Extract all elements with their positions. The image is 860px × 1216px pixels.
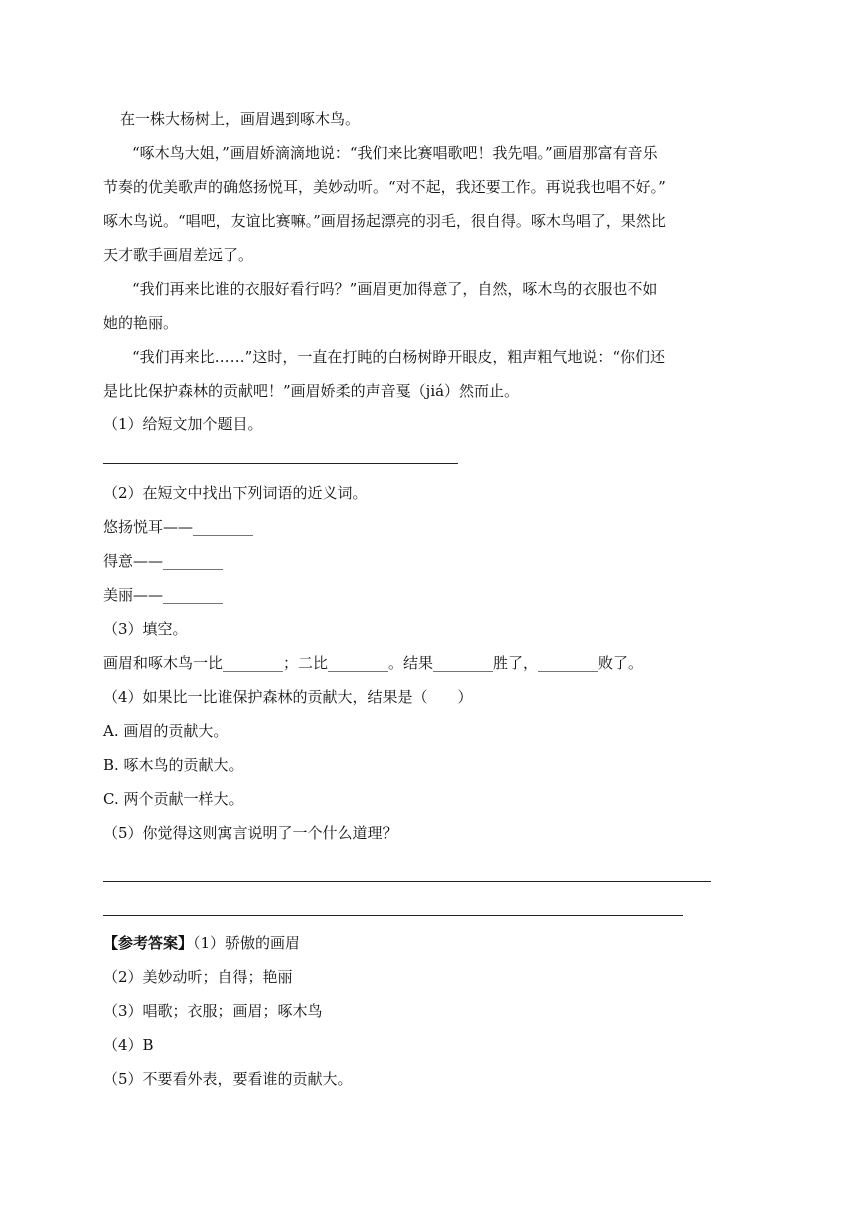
passage-paragraph-2-line-4: 天才歌手画眉差远了。: [103, 246, 254, 264]
passage-paragraph-3-line-1: “我们再来比谁的衣服好看行吗？”画眉更加得意了，自然，啄木鸟的衣服也不如: [132, 280, 658, 298]
passage-paragraph-4-line-2: 是比比保护森林的贡献吧！”画眉娇柔的声音戛（jiá）然而止。: [103, 382, 520, 400]
q4-option-a: A. 画眉的贡献大。: [103, 722, 229, 740]
question-5: （5）你觉得这则寓言说明了一个什么道理？: [103, 824, 398, 842]
question-4: （4）如果比一比谁保护森林的贡献大，结果是（ ）: [103, 688, 473, 706]
answer-line-q5-2: [103, 915, 683, 916]
question-3: （3）填空。: [103, 620, 188, 638]
passage-paragraph-2-line-1: “啄木鸟大姐，”画眉娇滴滴地说：“我们来比赛唱歌吧！我先唱。”画眉那富有音乐: [132, 144, 658, 162]
answer-2: （2）美妙动听；自得；艳丽: [103, 968, 293, 986]
answer-line-q5-1: [103, 881, 711, 882]
q2-item-1: 悠扬悦耳——________: [103, 518, 254, 536]
question-1: （1）给短文加个题目。: [103, 415, 263, 433]
passage-paragraph-1: 在一株大杨树上，画眉遇到啄木鸟。: [120, 110, 361, 128]
answer-3: （3）唱歌；衣服；画眉；啄木鸟: [103, 1002, 323, 1020]
answer-row-1: [103, 933, 300, 953]
q4-option-c: C. 两个贡献一样大。: [103, 790, 244, 808]
passage-paragraph-4-line-1: “我们再来比……”这时，一直在打盹的白杨树睁开眼皮，粗声粗气地说：“你们还: [132, 348, 666, 366]
answer-5: （5）不要看外表，要看谁的贡献大。: [103, 1070, 353, 1088]
answer-1: （1）骄傲的画眉: [193, 934, 301, 952]
passage-paragraph-2-line-3: 啄木鸟说。“唱吧，友谊比赛嘛。”画眉扬起漂亮的羽毛，很自得。啄木鸟唱了，果然比: [103, 212, 666, 230]
q2-item-3: 美丽——________: [103, 586, 224, 604]
answer-line-q1: [103, 463, 458, 464]
q2-item-2: 得意——________: [103, 552, 224, 570]
answer-key-label: 【参考答案】: [103, 934, 194, 952]
passage-paragraph-2-line-2: 节奏的优美歌声的确悠扬悦耳，美妙动听。“对不起，我还要工作。再说我也唱不好。”: [103, 178, 666, 196]
q3-fill-line: 画眉和啄木鸟一比________；二比________。结果________胜了，________败了。: [103, 654, 644, 672]
answer-4: （4）B: [103, 1036, 154, 1054]
q4-option-b: B. 啄木鸟的贡献大。: [103, 756, 244, 774]
passage-paragraph-3-line-2: 她的艳丽。: [103, 314, 179, 332]
question-2: （2）在短文中找出下列词语的近义词。: [103, 484, 368, 502]
